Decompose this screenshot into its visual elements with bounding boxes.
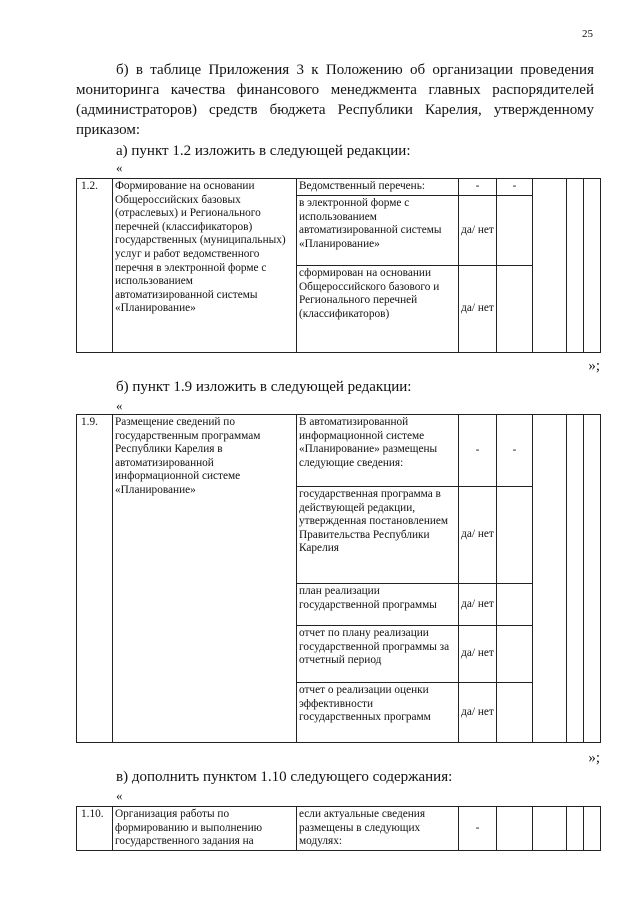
section-a-close-quote: »;	[588, 358, 600, 374]
criterion-value: да/ нет	[459, 584, 497, 626]
criterion-value: да/ нет	[459, 487, 497, 584]
empty-cell	[497, 807, 533, 851]
table-item-1-10	[76, 806, 601, 851]
criterion-text: в электронной форме с использованием автоматизированной системы «Планирование»	[297, 196, 459, 266]
criterion-text: государственная программа в действующей редакции, утвержденная постановлением Правительства Республики Карелия	[297, 487, 459, 584]
row-description: Организация работы по формированию и выполнению государственного задания на	[113, 807, 297, 851]
table-item-1-2	[76, 178, 601, 353]
row-description: Формирование на основании Общероссийских базовых (отраслевых) и Регионального перечней (классификаторов) государственных (муниципальных) услуг и работ ведомственного перечня в электронной форме с использованием автоматизированной системы «Планирование»	[113, 179, 297, 353]
section-b-heading: б) пункт 1.9 изложить в следующей редакции:	[116, 379, 412, 395]
criterion-extra: -	[497, 415, 533, 487]
empty-cell	[533, 415, 567, 743]
criterion-text: план реализации государственной программы	[297, 584, 459, 626]
table-item-1-9	[76, 414, 601, 743]
section-a-heading: а) пункт 1.2 изложить в следующей редакции:	[116, 143, 411, 159]
row-number: 1.9.	[77, 415, 113, 743]
row-number: 1.10.	[77, 807, 113, 851]
criterion-text: сформирован на основании Общероссийского базового и Регионального перечней (классификаторов)	[297, 266, 459, 353]
criterion-text: отчет по плану реализации государственной программы за отчетный период	[297, 626, 459, 683]
empty-cell	[497, 266, 533, 353]
section-a-open-quote: «	[116, 160, 123, 175]
empty-cell	[567, 179, 584, 353]
empty-cell	[584, 179, 601, 353]
empty-cell	[567, 807, 584, 851]
criterion-value: да/ нет	[459, 266, 497, 353]
criterion-text: если актуальные сведения размещены в следующих модулях:	[297, 807, 459, 851]
criterion-extra: -	[497, 179, 533, 196]
section-c-open-quote: «	[116, 788, 123, 803]
section-b-close-quote: »;	[588, 750, 600, 766]
criterion-value: -	[459, 807, 497, 851]
criterion-text: Ведомственный перечень:	[297, 179, 459, 196]
page-number: 25	[582, 28, 593, 40]
criterion-text: В автоматизированной информационной системе «Планирование» размещены следующие сведения:	[297, 415, 459, 487]
intro-paragraph: б) в таблице Приложения 3 к Положению об организации проведения мониторинга качества финансового менеджмента главных распорядителей (администраторов) средств бюджета Республики Карелия, утвержденному приказом:	[76, 62, 594, 138]
section-b-open-quote: «	[116, 398, 123, 413]
criterion-value: да/ нет	[459, 683, 497, 743]
empty-cell	[567, 415, 584, 743]
empty-cell	[497, 683, 533, 743]
empty-cell	[497, 584, 533, 626]
empty-cell	[497, 626, 533, 683]
criterion-value: -	[459, 415, 497, 487]
table-row	[77, 415, 601, 487]
row-description: Размещение сведений по государственным программам Республики Карелия в автоматизированной информационной системе «Планирование»	[113, 415, 297, 743]
criterion-value: да/ нет	[459, 626, 497, 683]
empty-cell	[533, 807, 567, 851]
empty-cell	[533, 179, 567, 353]
empty-cell	[497, 487, 533, 584]
empty-cell	[497, 196, 533, 266]
table-row	[77, 179, 601, 196]
empty-cell	[584, 807, 601, 851]
criterion-value: да/ нет	[459, 196, 497, 266]
criterion-value: -	[459, 179, 497, 196]
section-c-heading: в) дополнить пунктом 1.10 следующего содержания:	[116, 769, 453, 785]
criterion-text: отчет о реализации оценки эффективности государственных программ	[297, 683, 459, 743]
table-row	[77, 807, 601, 851]
empty-cell	[584, 415, 601, 743]
row-number: 1.2.	[77, 179, 113, 353]
